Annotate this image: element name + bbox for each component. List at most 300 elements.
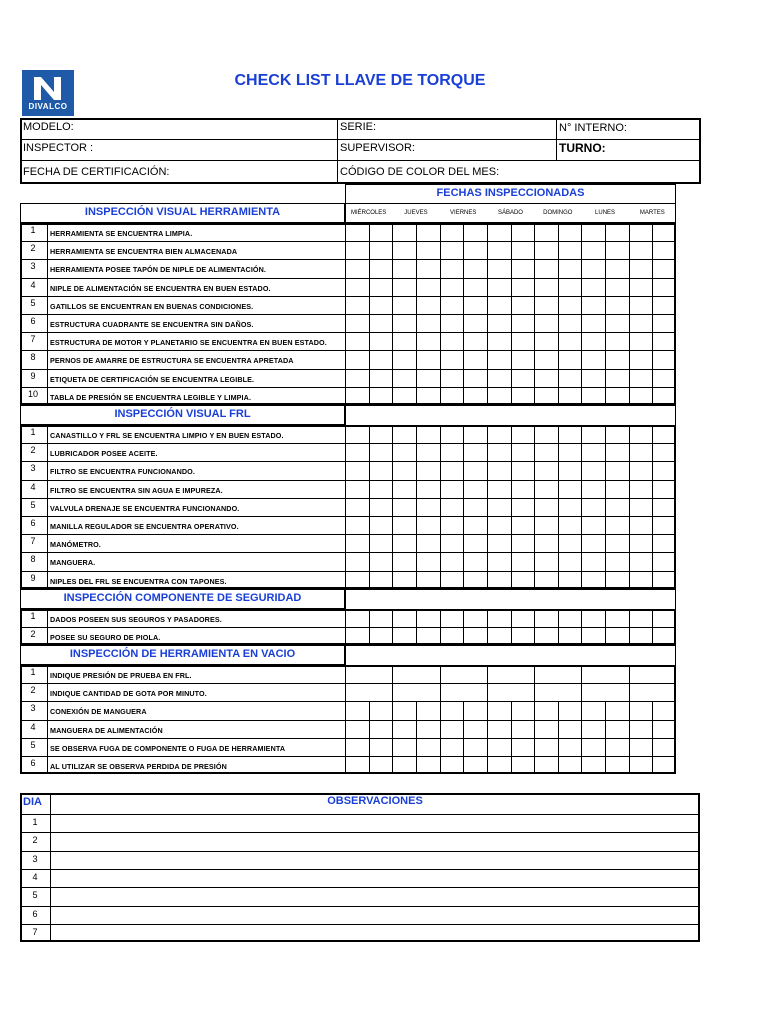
- check-cell[interactable]: [417, 260, 439, 276]
- check-cell[interactable]: [393, 370, 415, 386]
- check-cell[interactable]: [370, 333, 392, 349]
- check-cell[interactable]: [630, 444, 652, 460]
- check-cell[interactable]: [606, 426, 628, 442]
- check-cell[interactable]: [512, 572, 534, 588]
- check-cell[interactable]: [582, 666, 604, 682]
- check-cell[interactable]: [559, 333, 581, 349]
- check-cell[interactable]: [464, 260, 486, 276]
- check-cell[interactable]: [346, 351, 368, 367]
- check-cell[interactable]: [606, 572, 628, 588]
- check-cell[interactable]: [512, 553, 534, 569]
- check-cell[interactable]: [346, 628, 368, 644]
- check-cell[interactable]: [606, 535, 628, 551]
- check-cell[interactable]: [582, 553, 604, 569]
- check-cell[interactable]: [417, 444, 439, 460]
- observacion-input[interactable]: [52, 870, 698, 886]
- check-cell[interactable]: [606, 481, 628, 497]
- check-cell[interactable]: [417, 242, 439, 258]
- check-cell[interactable]: [653, 242, 675, 258]
- numero-interno-field[interactable]: N° INTERNO:: [559, 122, 627, 134]
- check-cell[interactable]: [370, 610, 392, 626]
- check-cell[interactable]: [417, 553, 439, 569]
- check-cell[interactable]: [582, 370, 604, 386]
- check-cell[interactable]: [512, 666, 534, 682]
- check-cell[interactable]: [653, 499, 675, 515]
- check-cell[interactable]: [653, 517, 675, 533]
- check-cell[interactable]: [488, 721, 510, 737]
- check-cell[interactable]: [535, 351, 557, 367]
- check-cell[interactable]: [630, 242, 652, 258]
- check-cell[interactable]: [630, 535, 652, 551]
- check-cell[interactable]: [582, 444, 604, 460]
- check-cell[interactable]: [488, 260, 510, 276]
- check-cell[interactable]: [582, 315, 604, 331]
- check-cell[interactable]: [488, 702, 510, 718]
- check-cell[interactable]: [559, 535, 581, 551]
- check-cell[interactable]: [606, 224, 628, 240]
- check-cell[interactable]: [535, 721, 557, 737]
- check-cell[interactable]: [559, 481, 581, 497]
- check-cell[interactable]: [582, 499, 604, 515]
- check-cell[interactable]: [535, 757, 557, 773]
- check-cell[interactable]: [488, 666, 510, 682]
- check-cell[interactable]: [630, 462, 652, 478]
- check-cell[interactable]: [582, 739, 604, 755]
- check-cell[interactable]: [393, 426, 415, 442]
- check-cell[interactable]: [370, 572, 392, 588]
- check-cell[interactable]: [653, 553, 675, 569]
- check-cell[interactable]: [535, 242, 557, 258]
- check-cell[interactable]: [582, 628, 604, 644]
- check-cell[interactable]: [488, 628, 510, 644]
- check-cell[interactable]: [559, 684, 581, 700]
- check-cell[interactable]: [370, 499, 392, 515]
- check-cell[interactable]: [630, 739, 652, 755]
- check-cell[interactable]: [606, 628, 628, 644]
- check-cell[interactable]: [417, 757, 439, 773]
- check-cell[interactable]: [346, 572, 368, 588]
- check-cell[interactable]: [393, 333, 415, 349]
- check-cell[interactable]: [464, 279, 486, 295]
- check-cell[interactable]: [606, 370, 628, 386]
- check-cell[interactable]: [417, 462, 439, 478]
- check-cell[interactable]: [370, 739, 392, 755]
- check-cell[interactable]: [488, 684, 510, 700]
- check-cell[interactable]: [441, 444, 463, 460]
- check-cell[interactable]: [441, 370, 463, 386]
- check-cell[interactable]: [417, 535, 439, 551]
- check-cell[interactable]: [464, 553, 486, 569]
- check-cell[interactable]: [488, 462, 510, 478]
- check-cell[interactable]: [346, 684, 368, 700]
- check-cell[interactable]: [417, 351, 439, 367]
- check-cell[interactable]: [441, 553, 463, 569]
- check-cell[interactable]: [346, 370, 368, 386]
- check-cell[interactable]: [488, 333, 510, 349]
- check-cell[interactable]: [346, 224, 368, 240]
- check-cell[interactable]: [559, 739, 581, 755]
- check-cell[interactable]: [559, 572, 581, 588]
- check-cell[interactable]: [559, 757, 581, 773]
- check-cell[interactable]: [512, 333, 534, 349]
- check-cell[interactable]: [606, 351, 628, 367]
- check-cell[interactable]: [346, 297, 368, 313]
- check-cell[interactable]: [417, 572, 439, 588]
- check-cell[interactable]: [393, 739, 415, 755]
- check-cell[interactable]: [464, 628, 486, 644]
- check-cell[interactable]: [535, 297, 557, 313]
- check-cell[interactable]: [488, 426, 510, 442]
- check-cell[interactable]: [630, 224, 652, 240]
- check-cell[interactable]: [370, 224, 392, 240]
- check-cell[interactable]: [488, 388, 510, 404]
- check-cell[interactable]: [535, 553, 557, 569]
- check-cell[interactable]: [488, 535, 510, 551]
- check-cell[interactable]: [512, 224, 534, 240]
- check-cell[interactable]: [441, 739, 463, 755]
- check-cell[interactable]: [417, 610, 439, 626]
- check-cell[interactable]: [464, 499, 486, 515]
- check-cell[interactable]: [559, 666, 581, 682]
- check-cell[interactable]: [441, 279, 463, 295]
- check-cell[interactable]: [441, 260, 463, 276]
- check-cell[interactable]: [606, 499, 628, 515]
- check-cell[interactable]: [441, 702, 463, 718]
- check-cell[interactable]: [393, 224, 415, 240]
- check-cell[interactable]: [441, 242, 463, 258]
- check-cell[interactable]: [630, 279, 652, 295]
- check-cell[interactable]: [488, 444, 510, 460]
- check-cell[interactable]: [370, 242, 392, 258]
- check-cell[interactable]: [370, 721, 392, 737]
- check-cell[interactable]: [346, 426, 368, 442]
- check-cell[interactable]: [582, 684, 604, 700]
- check-cell[interactable]: [512, 388, 534, 404]
- check-cell[interactable]: [370, 702, 392, 718]
- check-cell[interactable]: [606, 739, 628, 755]
- check-cell[interactable]: [393, 444, 415, 460]
- check-cell[interactable]: [464, 242, 486, 258]
- check-cell[interactable]: [417, 499, 439, 515]
- check-cell[interactable]: [441, 684, 463, 700]
- check-cell[interactable]: [653, 628, 675, 644]
- check-cell[interactable]: [417, 279, 439, 295]
- check-cell[interactable]: [441, 481, 463, 497]
- check-cell[interactable]: [512, 481, 534, 497]
- check-cell[interactable]: [370, 297, 392, 313]
- check-cell[interactable]: [393, 572, 415, 588]
- check-cell[interactable]: [535, 499, 557, 515]
- check-cell[interactable]: [417, 481, 439, 497]
- check-cell[interactable]: [488, 553, 510, 569]
- check-cell[interactable]: [559, 444, 581, 460]
- check-cell[interactable]: [630, 388, 652, 404]
- check-cell[interactable]: [441, 666, 463, 682]
- check-cell[interactable]: [417, 315, 439, 331]
- check-cell[interactable]: [393, 279, 415, 295]
- check-cell[interactable]: [653, 315, 675, 331]
- check-cell[interactable]: [559, 242, 581, 258]
- check-cell[interactable]: [582, 535, 604, 551]
- check-cell[interactable]: [653, 297, 675, 313]
- check-cell[interactable]: [630, 315, 652, 331]
- check-cell[interactable]: [464, 666, 486, 682]
- check-cell[interactable]: [606, 260, 628, 276]
- check-cell[interactable]: [346, 499, 368, 515]
- check-cell[interactable]: [464, 444, 486, 460]
- check-cell[interactable]: [653, 757, 675, 773]
- check-cell[interactable]: [630, 553, 652, 569]
- check-cell[interactable]: [653, 481, 675, 497]
- check-cell[interactable]: [512, 499, 534, 515]
- check-cell[interactable]: [441, 315, 463, 331]
- check-cell[interactable]: [393, 684, 415, 700]
- check-cell[interactable]: [559, 702, 581, 718]
- check-cell[interactable]: [582, 721, 604, 737]
- check-cell[interactable]: [582, 481, 604, 497]
- check-cell[interactable]: [441, 517, 463, 533]
- check-cell[interactable]: [393, 499, 415, 515]
- check-cell[interactable]: [582, 333, 604, 349]
- check-cell[interactable]: [535, 333, 557, 349]
- check-cell[interactable]: [512, 721, 534, 737]
- check-cell[interactable]: [535, 444, 557, 460]
- modelo-field[interactable]: MODELO:: [23, 121, 74, 133]
- check-cell[interactable]: [417, 297, 439, 313]
- check-cell[interactable]: [606, 517, 628, 533]
- check-cell[interactable]: [559, 553, 581, 569]
- check-cell[interactable]: [441, 297, 463, 313]
- check-cell[interactable]: [370, 462, 392, 478]
- check-cell[interactable]: [464, 297, 486, 313]
- check-cell[interactable]: [393, 388, 415, 404]
- check-cell[interactable]: [559, 462, 581, 478]
- check-cell[interactable]: [370, 370, 392, 386]
- check-cell[interactable]: [535, 572, 557, 588]
- check-cell[interactable]: [512, 757, 534, 773]
- turno-field[interactable]: TURNO:: [559, 141, 606, 155]
- check-cell[interactable]: [393, 351, 415, 367]
- check-cell[interactable]: [630, 426, 652, 442]
- check-cell[interactable]: [606, 315, 628, 331]
- check-cell[interactable]: [488, 739, 510, 755]
- check-cell[interactable]: [653, 739, 675, 755]
- check-cell[interactable]: [417, 739, 439, 755]
- check-cell[interactable]: [370, 388, 392, 404]
- observacion-input[interactable]: [52, 888, 698, 904]
- check-cell[interactable]: [393, 315, 415, 331]
- check-cell[interactable]: [417, 628, 439, 644]
- check-cell[interactable]: [464, 684, 486, 700]
- check-cell[interactable]: [488, 297, 510, 313]
- check-cell[interactable]: [559, 499, 581, 515]
- check-cell[interactable]: [535, 739, 557, 755]
- check-cell[interactable]: [653, 224, 675, 240]
- check-cell[interactable]: [393, 260, 415, 276]
- check-cell[interactable]: [606, 462, 628, 478]
- check-cell[interactable]: [464, 224, 486, 240]
- check-cell[interactable]: [653, 388, 675, 404]
- check-cell[interactable]: [512, 260, 534, 276]
- check-cell[interactable]: [393, 242, 415, 258]
- check-cell[interactable]: [559, 517, 581, 533]
- check-cell[interactable]: [606, 388, 628, 404]
- check-cell[interactable]: [535, 462, 557, 478]
- observacion-input[interactable]: [52, 833, 698, 849]
- check-cell[interactable]: [346, 535, 368, 551]
- check-cell[interactable]: [653, 444, 675, 460]
- check-cell[interactable]: [464, 426, 486, 442]
- check-cell[interactable]: [464, 757, 486, 773]
- check-cell[interactable]: [346, 333, 368, 349]
- check-cell[interactable]: [346, 610, 368, 626]
- check-cell[interactable]: [512, 610, 534, 626]
- check-cell[interactable]: [393, 481, 415, 497]
- check-cell[interactable]: [630, 628, 652, 644]
- check-cell[interactable]: [370, 757, 392, 773]
- check-cell[interactable]: [488, 224, 510, 240]
- check-cell[interactable]: [630, 572, 652, 588]
- observacion-input[interactable]: [52, 815, 698, 831]
- check-cell[interactable]: [370, 426, 392, 442]
- check-cell[interactable]: [582, 517, 604, 533]
- check-cell[interactable]: [488, 242, 510, 258]
- check-cell[interactable]: [653, 426, 675, 442]
- check-cell[interactable]: [370, 444, 392, 460]
- check-cell[interactable]: [630, 260, 652, 276]
- check-cell[interactable]: [606, 297, 628, 313]
- check-cell[interactable]: [559, 628, 581, 644]
- check-cell[interactable]: [559, 351, 581, 367]
- check-cell[interactable]: [488, 279, 510, 295]
- check-cell[interactable]: [417, 517, 439, 533]
- check-cell[interactable]: [582, 351, 604, 367]
- check-cell[interactable]: [582, 572, 604, 588]
- check-cell[interactable]: [417, 721, 439, 737]
- check-cell[interactable]: [393, 462, 415, 478]
- check-cell[interactable]: [535, 315, 557, 331]
- check-cell[interactable]: [606, 242, 628, 258]
- check-cell[interactable]: [464, 370, 486, 386]
- check-cell[interactable]: [441, 628, 463, 644]
- check-cell[interactable]: [393, 666, 415, 682]
- check-cell[interactable]: [370, 666, 392, 682]
- check-cell[interactable]: [653, 535, 675, 551]
- check-cell[interactable]: [512, 351, 534, 367]
- check-cell[interactable]: [630, 351, 652, 367]
- check-cell[interactable]: [488, 757, 510, 773]
- check-cell[interactable]: [393, 610, 415, 626]
- check-cell[interactable]: [653, 462, 675, 478]
- check-cell[interactable]: [393, 553, 415, 569]
- check-cell[interactable]: [441, 462, 463, 478]
- check-cell[interactable]: [630, 702, 652, 718]
- supervisor-field[interactable]: SUPERVISOR:: [340, 142, 415, 154]
- check-cell[interactable]: [630, 333, 652, 349]
- check-cell[interactable]: [441, 499, 463, 515]
- serie-field[interactable]: SERIE:: [340, 121, 377, 133]
- check-cell[interactable]: [393, 628, 415, 644]
- check-cell[interactable]: [535, 610, 557, 626]
- check-cell[interactable]: [441, 388, 463, 404]
- check-cell[interactable]: [653, 351, 675, 367]
- codigo-color-field[interactable]: CÓDIGO DE COLOR DEL MES:: [340, 166, 500, 178]
- check-cell[interactable]: [417, 224, 439, 240]
- check-cell[interactable]: [488, 610, 510, 626]
- check-cell[interactable]: [512, 517, 534, 533]
- check-cell[interactable]: [512, 315, 534, 331]
- check-cell[interactable]: [346, 517, 368, 533]
- check-cell[interactable]: [417, 388, 439, 404]
- check-cell[interactable]: [582, 757, 604, 773]
- check-cell[interactable]: [606, 666, 628, 682]
- check-cell[interactable]: [606, 444, 628, 460]
- check-cell[interactable]: [464, 351, 486, 367]
- check-cell[interactable]: [464, 333, 486, 349]
- check-cell[interactable]: [535, 702, 557, 718]
- check-cell[interactable]: [441, 426, 463, 442]
- check-cell[interactable]: [370, 260, 392, 276]
- check-cell[interactable]: [417, 426, 439, 442]
- check-cell[interactable]: [535, 535, 557, 551]
- check-cell[interactable]: [559, 610, 581, 626]
- check-cell[interactable]: [582, 426, 604, 442]
- check-cell[interactable]: [441, 333, 463, 349]
- check-cell[interactable]: [346, 444, 368, 460]
- check-cell[interactable]: [606, 553, 628, 569]
- check-cell[interactable]: [606, 333, 628, 349]
- check-cell[interactable]: [464, 462, 486, 478]
- check-cell[interactable]: [370, 481, 392, 497]
- check-cell[interactable]: [630, 297, 652, 313]
- check-cell[interactable]: [559, 426, 581, 442]
- check-cell[interactable]: [559, 260, 581, 276]
- check-cell[interactable]: [370, 517, 392, 533]
- observacion-input[interactable]: [52, 925, 698, 941]
- check-cell[interactable]: [464, 610, 486, 626]
- check-cell[interactable]: [535, 517, 557, 533]
- check-cell[interactable]: [630, 481, 652, 497]
- check-cell[interactable]: [653, 260, 675, 276]
- check-cell[interactable]: [606, 702, 628, 718]
- check-cell[interactable]: [559, 224, 581, 240]
- check-cell[interactable]: [417, 684, 439, 700]
- check-cell[interactable]: [606, 279, 628, 295]
- check-cell[interactable]: [512, 444, 534, 460]
- check-cell[interactable]: [582, 224, 604, 240]
- check-cell[interactable]: [512, 370, 534, 386]
- check-cell[interactable]: [582, 242, 604, 258]
- check-cell[interactable]: [582, 388, 604, 404]
- check-cell[interactable]: [393, 721, 415, 737]
- check-cell[interactable]: [653, 702, 675, 718]
- check-cell[interactable]: [464, 535, 486, 551]
- check-cell[interactable]: [512, 242, 534, 258]
- check-cell[interactable]: [582, 702, 604, 718]
- check-cell[interactable]: [535, 279, 557, 295]
- check-cell[interactable]: [559, 297, 581, 313]
- check-cell[interactable]: [512, 426, 534, 442]
- observacion-input[interactable]: [52, 852, 698, 868]
- check-cell[interactable]: [346, 260, 368, 276]
- check-cell[interactable]: [488, 572, 510, 588]
- inspector-field[interactable]: INSPECTOR :: [23, 142, 94, 154]
- check-cell[interactable]: [488, 481, 510, 497]
- check-cell[interactable]: [630, 499, 652, 515]
- check-cell[interactable]: [535, 426, 557, 442]
- check-cell[interactable]: [464, 388, 486, 404]
- check-cell[interactable]: [512, 628, 534, 644]
